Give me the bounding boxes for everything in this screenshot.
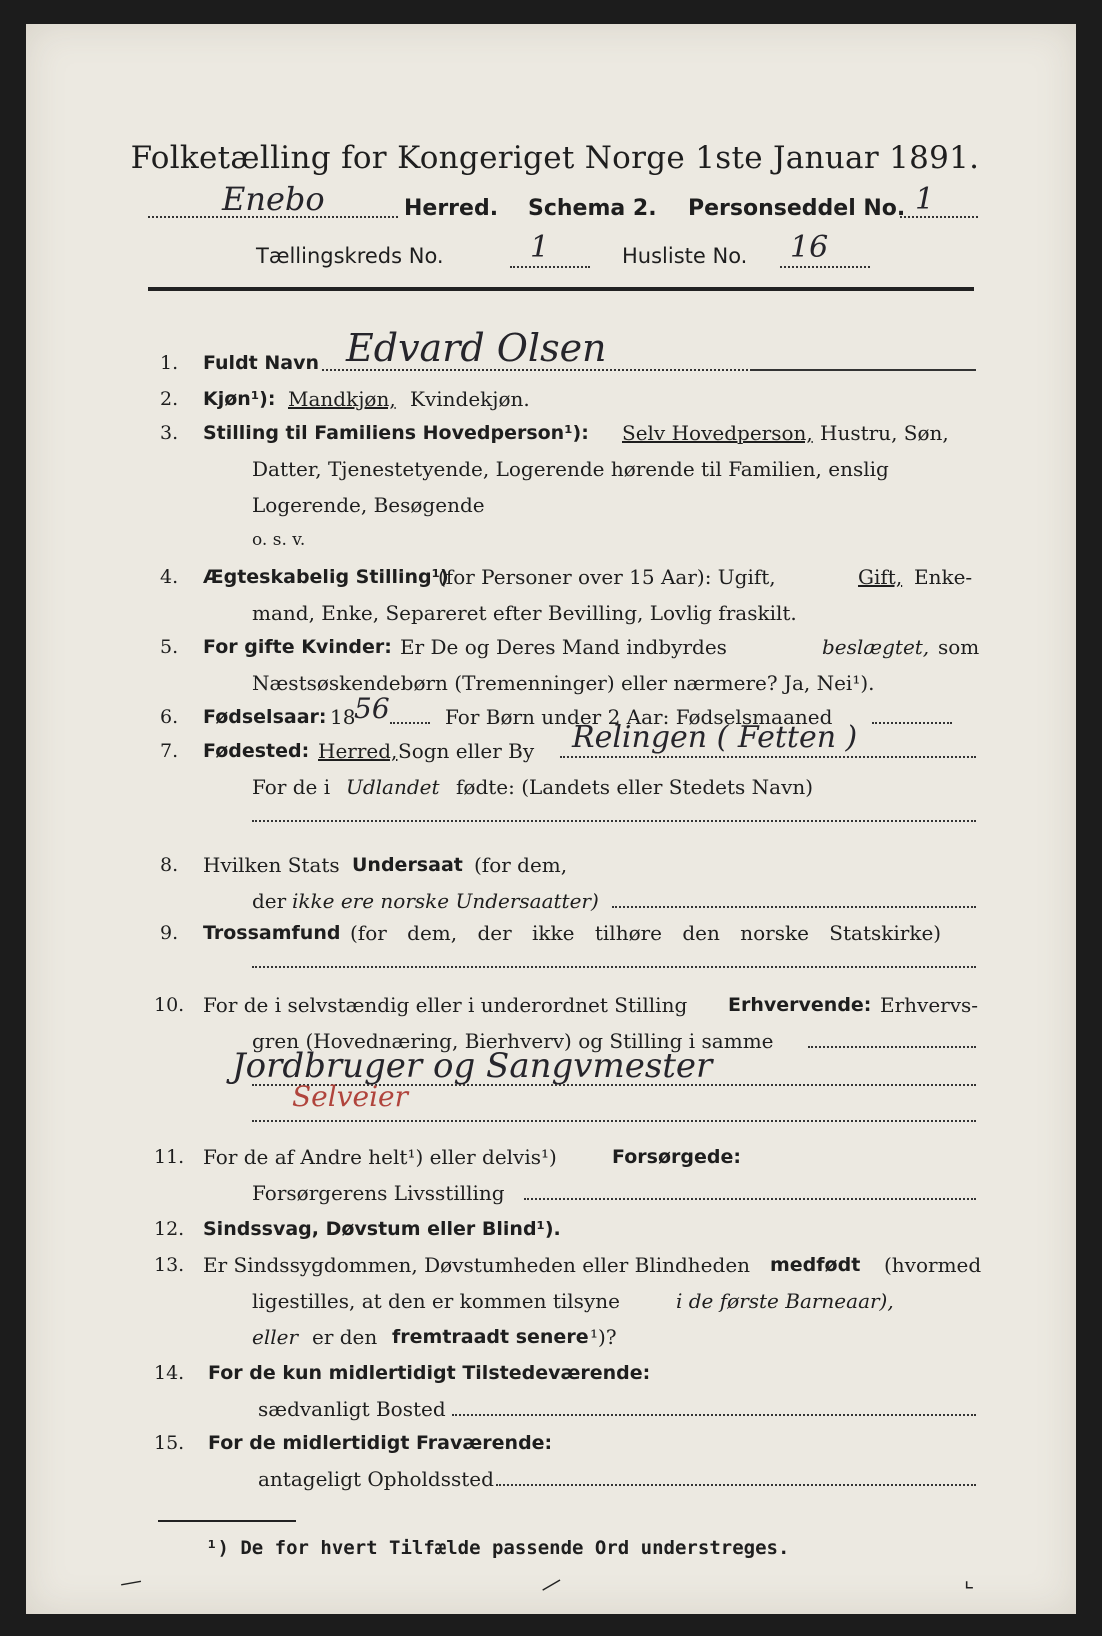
q11-dotline xyxy=(524,1198,976,1200)
q14-label: For de kun midlertidigt Tilstedeværende: xyxy=(208,1362,651,1384)
q12-number: 12. xyxy=(154,1218,185,1240)
header-rule xyxy=(148,287,974,291)
q15-dotline xyxy=(496,1484,976,1486)
q4-text2: Enke- xyxy=(914,565,973,589)
husliste-dotline xyxy=(780,266,870,268)
q6-number: 6. xyxy=(160,706,179,728)
footnote-rule xyxy=(158,1520,296,1522)
q10-text2: Erhvervs- xyxy=(880,993,979,1017)
q10-text1: For de i selvstændig eller i underordnet Stilling xyxy=(203,993,688,1017)
q7-birthplace-value: Relingen ( Fetten ) xyxy=(572,720,858,755)
q8-line2-a: der xyxy=(252,889,287,913)
q2-number: 2. xyxy=(160,388,179,410)
q7-line2-italic: Udlandet xyxy=(346,775,440,799)
q4-number: 4. xyxy=(160,566,179,588)
q2-option-mandkjon: Mandkjøn, xyxy=(288,387,396,411)
q9-text: (for dem, der ikke tilhøre den norske Statskirke) xyxy=(350,921,942,945)
q8-dotline xyxy=(612,906,976,908)
q3-options-rest: Hustru, Søn, xyxy=(820,421,949,445)
q14-dotline xyxy=(452,1414,976,1416)
q11-line2: Forsørgerens Livsstilling xyxy=(252,1181,505,1205)
q7-option-selected: Herred, xyxy=(318,739,398,763)
q10-number: 10. xyxy=(154,994,185,1016)
q12-label: Sindssvag, Døvstum eller Blind¹). xyxy=(203,1218,561,1240)
q11-text1: For de af Andre helt¹) eller delvis¹) xyxy=(203,1145,557,1169)
q8-text2: (for dem, xyxy=(474,853,568,877)
husliste-label: Husliste No. xyxy=(622,244,748,268)
personseddel-value: 1 xyxy=(915,182,935,217)
q13-line3-italic: eller xyxy=(252,1325,299,1349)
q10-occupation-note: Selveier xyxy=(292,1080,409,1113)
q13-text2: (hvormed xyxy=(884,1253,982,1277)
q14-line2: sædvanligt Bosted xyxy=(258,1397,446,1421)
q5-text-end: som xyxy=(938,635,980,659)
personseddel-label: Personseddel No. xyxy=(688,196,906,221)
q9-label: Trossamfund xyxy=(203,922,341,944)
form-title: Folketælling for Kongeriget Norge 1ste Januar 1891. xyxy=(130,140,980,176)
husliste-value: 16 xyxy=(790,230,829,265)
q1-dashline xyxy=(752,369,976,371)
q7-line2-a: For de i xyxy=(252,775,331,799)
q13-line2-italic: i de første Barneaar), xyxy=(676,1289,894,1313)
q6-year-value: 56 xyxy=(354,692,390,725)
q3-line3: Logerende, Besøgende xyxy=(252,493,485,517)
q1-label: Fuldt Navn xyxy=(203,352,320,374)
q8-line2-italic: ikke ere norske Undersaatter) xyxy=(292,889,599,913)
q6-dotline xyxy=(390,722,430,724)
q2-label: Kjøn¹): xyxy=(203,388,276,410)
q13-line2-a: ligestilles, at den er kommen tilsyne xyxy=(252,1289,620,1313)
q13-line3-c: ¹)? xyxy=(590,1325,617,1349)
q14-number: 14. xyxy=(154,1362,185,1384)
herred-label: Herred. xyxy=(404,196,499,221)
q10-occupation-value: Jordbruger og Sangvmester xyxy=(232,1046,713,1086)
taellingskreds-value: 1 xyxy=(530,230,550,265)
q15-line2: antageligt Opholdssted xyxy=(258,1467,494,1491)
q13-label: medfødt xyxy=(770,1254,861,1276)
q13-line3-bold: fremtraadt senere xyxy=(392,1326,589,1348)
q5-number: 5. xyxy=(160,636,179,658)
footnote: ¹) De for hvert Tilfælde passende Ord understreges. xyxy=(206,1537,790,1559)
pen-mark-right: ⌞ xyxy=(964,1568,975,1593)
q3-number: 3. xyxy=(160,422,179,444)
q10-label: Erhvervende: xyxy=(728,994,872,1016)
q10-dotline3 xyxy=(252,1120,976,1122)
q6-dotline2 xyxy=(872,722,952,724)
q13-text1: Er Sindssygdommen, Døvstumheden eller Blindheden xyxy=(203,1253,751,1277)
q6-text: For Børn under 2 Aar: Fødselsmaaned xyxy=(445,705,833,729)
q5-text-italic: beslægtet, xyxy=(822,635,930,659)
q7-label: Fødested: xyxy=(203,740,310,762)
pen-mark-center: — xyxy=(535,1568,567,1601)
taellingskreds-label: Tællingskreds No. xyxy=(256,244,444,268)
q3-line2: Datter, Tjenestetyende, Logerende hørende til Familien, enslig xyxy=(252,457,889,481)
q15-label: For de midlertidigt Fraværende: xyxy=(208,1432,553,1454)
q4-line2: mand, Enke, Separeret efter Bevilling, Lovlig fraskilt. xyxy=(252,601,797,625)
q2-option-kvindekjon: Kvindekjøn. xyxy=(410,387,530,411)
pen-mark-left: — xyxy=(117,1568,145,1597)
q9-dotline xyxy=(252,966,976,968)
taellingskreds-dotline xyxy=(510,266,590,268)
q7-text: Sogn eller By xyxy=(398,739,535,763)
q3-line4: o. s. v. xyxy=(252,530,306,550)
q5-label: For gifte Kvinder: xyxy=(203,636,392,658)
q7-number: 7. xyxy=(160,740,179,762)
q8-text1: Hvilken Stats xyxy=(203,853,340,877)
q9-number: 9. xyxy=(160,922,179,944)
q15-number: 15. xyxy=(154,1432,185,1454)
personseddel-dotline xyxy=(900,216,978,218)
q6-prefix: 18 xyxy=(330,705,356,729)
q10-dotline1 xyxy=(808,1046,976,1048)
q5-line2: Næstsøskendebørn (Tremenninger) eller nærmere? Ja, Nei¹). xyxy=(252,671,875,695)
q10-line2: gren (Hovednæring, Bierhverv) og Stilling i samme xyxy=(252,1029,774,1053)
q4-option-selected: Gift, xyxy=(858,565,903,589)
q7-dotline xyxy=(560,756,976,758)
q8-label: Undersaat xyxy=(352,854,463,876)
q1-name-value: Edvard Olsen xyxy=(346,326,607,370)
q3-option-selected: Selv Hovedperson, xyxy=(622,421,813,445)
q11-label: Forsørgede: xyxy=(612,1146,741,1168)
q13-line3-a: er den xyxy=(312,1325,378,1349)
q6-label: Fødselsaar: xyxy=(203,706,327,728)
q7-line2-b: fødte: (Landets eller Stedets Navn) xyxy=(456,775,814,799)
q4-label: Ægteskabelig Stilling¹) xyxy=(203,566,449,588)
q4-text: (for Personer over 15 Aar): Ugift, xyxy=(438,565,776,589)
q13-number: 13. xyxy=(154,1254,185,1276)
herred-value: Enebo xyxy=(222,180,325,218)
schema-label: Schema 2. xyxy=(528,196,657,221)
q7-dotline2 xyxy=(252,820,976,822)
q11-number: 11. xyxy=(154,1146,185,1168)
q3-label: Stilling til Familiens Hovedperson¹): xyxy=(203,422,589,444)
q5-text: Er De og Deres Mand indbyrdes xyxy=(400,635,727,659)
q1-number: 1. xyxy=(160,352,179,374)
q8-number: 8. xyxy=(160,854,179,876)
